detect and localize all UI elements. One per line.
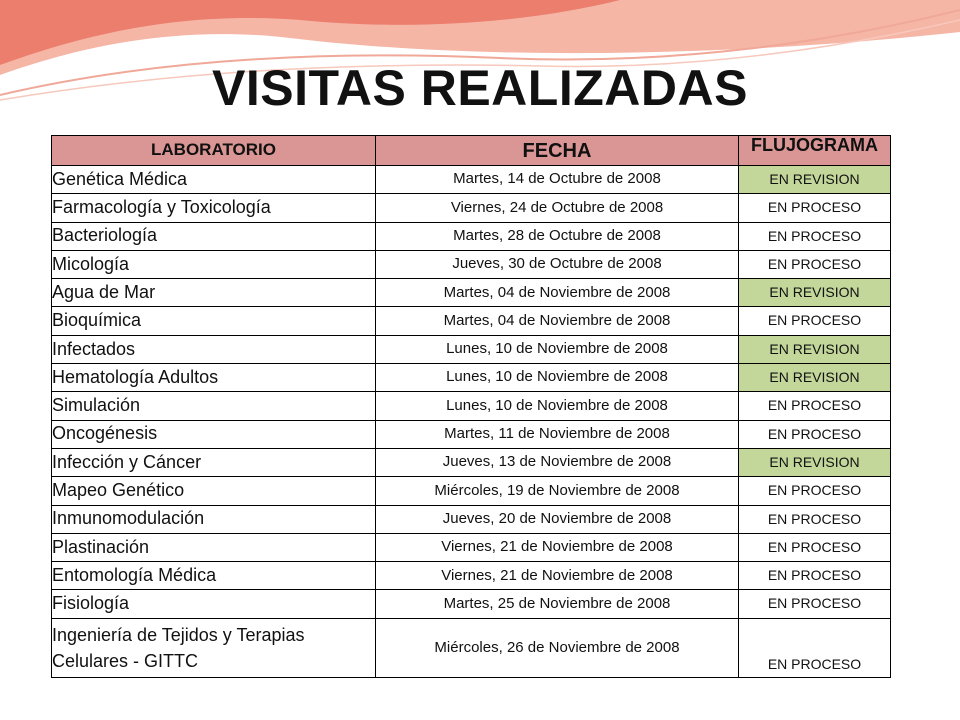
table-row [52, 477, 891, 505]
cell-laboratorio: Bioquímica [52, 307, 376, 335]
cell-laboratorio: Fisiología [52, 590, 376, 618]
cell-fecha: Martes, 28 de Octubre de 2008 [376, 222, 739, 250]
cell-fecha: Lunes, 10 de Noviembre de 2008 [376, 364, 739, 392]
cell-fecha: Lunes, 10 de Noviembre de 2008 [376, 335, 739, 363]
cell-laboratorio: Micología [52, 250, 376, 278]
cell-fecha: Martes, 14 de Octubre de 2008 [376, 166, 739, 194]
cell-fecha: Martes, 04 de Noviembre de 2008 [376, 307, 739, 335]
table-header-row [52, 136, 891, 166]
table-row [52, 533, 891, 561]
table-row [52, 279, 891, 307]
cell-flujograma: EN PROCESO [739, 562, 891, 590]
table-row [52, 562, 891, 590]
cell-flujograma: EN REVISION [739, 279, 891, 307]
cell-fecha: Jueves, 13 de Noviembre de 2008 [376, 448, 739, 476]
table-row [52, 505, 891, 533]
cell-laboratorio: Mapeo Genético [52, 477, 376, 505]
visits-table [51, 135, 891, 678]
table-row [52, 420, 891, 448]
cell-flujograma: EN REVISION [739, 166, 891, 194]
table-row [52, 250, 891, 278]
cell-laboratorio: Infección y Cáncer [52, 448, 376, 476]
cell-flujograma: EN PROCESO [739, 392, 891, 420]
cell-fecha: Martes, 25 de Noviembre de 2008 [376, 590, 739, 618]
cell-flujograma: EN REVISION [739, 448, 891, 476]
cell-fecha: Viernes, 21 de Noviembre de 2008 [376, 562, 739, 590]
cell-flujograma: EN PROCESO [739, 533, 891, 561]
header-laboratorio: LABORATORIO [52, 136, 376, 166]
header-fecha: FECHA [376, 136, 739, 166]
cell-fecha: Viernes, 24 de Octubre de 2008 [376, 194, 739, 222]
cell-flujograma: EN PROCESO [739, 477, 891, 505]
table-row [52, 222, 891, 250]
cell-laboratorio-line2: Celulares - GITTC [52, 650, 199, 671]
cell-flujograma: EN PROCESO [739, 250, 891, 278]
cell-flujograma: EN PROCESO [739, 194, 891, 222]
table-row [52, 448, 891, 476]
cell-flujograma: EN PROCESO [739, 420, 891, 448]
cell-fecha: Martes, 04 de Noviembre de 2008 [376, 279, 739, 307]
table-row [52, 618, 891, 677]
cell-laboratorio: Genética Médica [52, 166, 376, 194]
cell-laboratorio: Inmunomodulación [52, 505, 376, 533]
table-row [52, 335, 891, 363]
cell-laboratorio: Plastinación [52, 533, 376, 561]
table-row [52, 307, 891, 335]
cell-laboratorio: Simulación [52, 392, 376, 420]
cell-fecha: Miércoles, 19 de Noviembre de 2008 [376, 477, 739, 505]
table-row [52, 590, 891, 618]
cell-flujograma: EN PROCESO [739, 222, 891, 250]
table-row [52, 194, 891, 222]
cell-flujograma: EN PROCESO [739, 307, 891, 335]
cell-fecha: Martes, 11 de Noviembre de 2008 [376, 420, 739, 448]
cell-fecha: Jueves, 30 de Octubre de 2008 [376, 250, 739, 278]
cell-laboratorio: Oncogénesis [52, 420, 376, 448]
cell-flujograma: EN PROCESO [739, 590, 891, 618]
cell-flujograma: EN PROCESO [739, 505, 891, 533]
cell-laboratorio: Hematología Adultos [52, 364, 376, 392]
table-row [52, 364, 891, 392]
table-row [52, 166, 891, 194]
cell-laboratorio: Agua de Mar [52, 279, 376, 307]
cell-laboratorio: Entomología Médica [52, 562, 376, 590]
page-title: VISITAS REALIZADAS [212, 60, 748, 116]
header-flujograma: FLUJOGRAMA [739, 136, 891, 166]
cell-flujograma: EN PROCESO [739, 618, 891, 677]
cell-fecha: Miércoles, 26 de Noviembre de 2008 [376, 618, 739, 677]
cell-fecha: Jueves, 20 de Noviembre de 2008 [376, 505, 739, 533]
cell-laboratorio-line1: Ingeniería de Tejidos y Terapias [52, 624, 305, 645]
table-row [52, 392, 891, 420]
cell-flujograma: EN REVISION [739, 335, 891, 363]
cell-laboratorio: Farmacología y Toxicología [52, 194, 376, 222]
cell-laboratorio: Infectados [52, 335, 376, 363]
cell-fecha: Lunes, 10 de Noviembre de 2008 [376, 392, 739, 420]
cell-flujograma: EN REVISION [739, 364, 891, 392]
cell-laboratorio [52, 618, 376, 677]
cell-fecha: Viernes, 21 de Noviembre de 2008 [376, 533, 739, 561]
cell-laboratorio: Bacteriología [52, 222, 376, 250]
